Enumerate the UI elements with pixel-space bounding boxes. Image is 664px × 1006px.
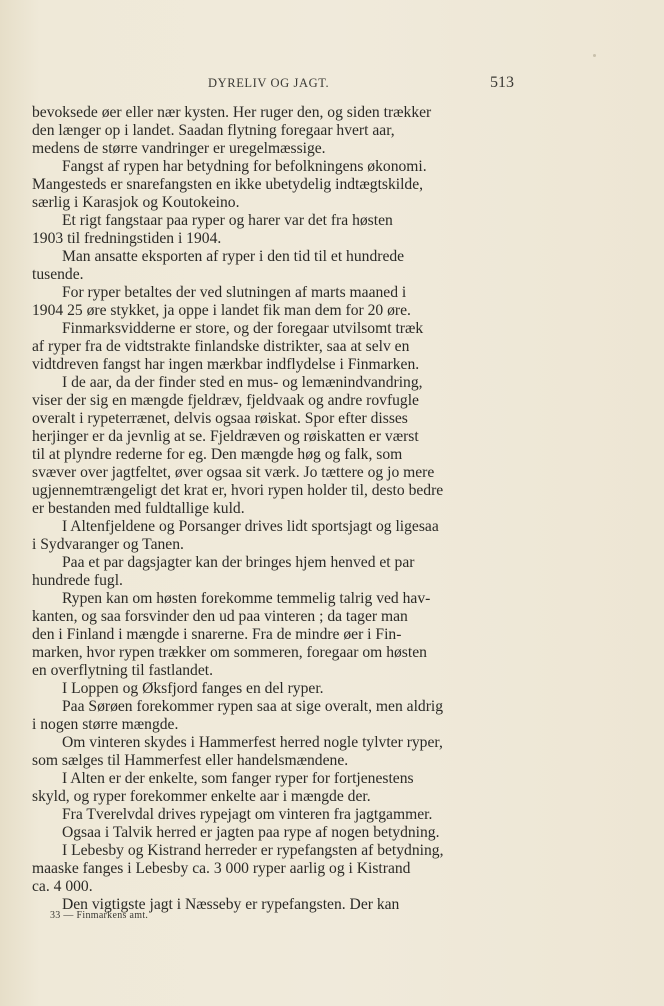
- text-line: herjinger er da jevnlig at se. Fjeldræven og røiskatten er værst: [32, 428, 419, 445]
- text-line: hundrede fugl.: [32, 572, 123, 589]
- text-line: Om vinteren skydes i Hammerfest herred nogle tylvter ryper,: [62, 734, 443, 751]
- text-line: Rypen kan om høsten forekomme temmelig talrig ved hav-: [62, 590, 431, 607]
- text-line: Finmarksvidderne er store, og der foregaar utvilsomt træk: [62, 320, 424, 337]
- text-line: I Altenfjeldene og Porsanger drives lidt sportsjagt og ligesaa: [62, 518, 439, 535]
- text-line: Paa et par dagsjagter kan der bringes hjem henved et par: [62, 554, 415, 571]
- text-line: Mangesteds er snarefangsten en ikke ubetydelig indtægtskilde,: [32, 176, 424, 193]
- text-line: I Lebesby og Kistrand herreder er rypefangsten af betydning,: [62, 842, 444, 859]
- text-line: vidtdreven fangst har ingen mærkbar indflydelse i Finmarken.: [32, 356, 420, 373]
- text-line: overalt i rypeterrænet, delvis ogsaa røiskat. Spor efter disses: [32, 410, 408, 427]
- text-line: en overflytning til fastlandet.: [32, 662, 214, 679]
- text-line: 1903 til fredningstiden i 1904.: [32, 230, 222, 247]
- text-line: som sælges til Hammerfest eller handelsmændene.: [32, 752, 349, 769]
- text-line: medens de større vandringer er uregelmæssige.: [32, 140, 326, 157]
- text-line: kanten, og saa forsvinder den ud paa vinteren ; da tager man: [32, 608, 408, 625]
- text-line: Ogsaa i Talvik herred er jagten paa rype af nogen betydning.: [62, 824, 440, 841]
- text-line: viser der sig en mængde fjeldræv, fjeldvaak og andre rovfugle: [32, 392, 419, 409]
- text-line: ca. 4 000.: [32, 878, 93, 895]
- text-line: Man ansatte eksporten af ryper i den tid til et hundrede: [62, 248, 405, 265]
- text-line: For ryper betaltes der ved slutningen af marts maaned i: [62, 284, 407, 301]
- text-line: 1904 25 øre stykket, ja oppe i landet fik man dem for 20 øre.: [32, 302, 411, 319]
- text-line: i Sydvaranger og Tanen.: [32, 536, 184, 553]
- running-head: DYRELIV OG JAGT.: [208, 76, 330, 90]
- text-line: bevoksede øer eller nær kysten. Her ruger den, og siden trækker: [32, 104, 432, 121]
- text-line: tusende.: [32, 266, 84, 283]
- text-line: I Alten er der enkelte, som fanger ryper for fortjenestens: [62, 770, 414, 787]
- text-line: særlig i Karasjok og Koutokeino.: [32, 194, 240, 211]
- text-line: maaske fanges i Lebesby ca. 3 000 ryper aarlig og i Kistrand: [32, 860, 411, 877]
- text-line: I Loppen og Øksfjord fanges en del ryper.: [62, 680, 324, 697]
- text-line: skyld, og ryper forekommer enkelte aar i mængde der.: [32, 788, 371, 805]
- text-line: er bestanden med fuldtallige kuld.: [32, 500, 245, 517]
- text-line: ugjennemtrængeligt det krat er, hvori rypen holder til, desto bedre: [32, 482, 444, 499]
- text-line: den i Finland i mængde i snarerne. Fra de mindre øer i Fin-: [32, 626, 402, 643]
- text-line: Paa Sørøen forekommer rypen saa at sige overalt, men aldrig: [62, 698, 444, 715]
- text-line: den længer op i landet. Saadan flytning foregaar hvert aar,: [32, 122, 395, 139]
- text-line: til at plyndre rederne for eg. Den mængde høg og falk, som: [32, 446, 403, 463]
- text-line: Fangst af rypen har betydning for befolkningens økonomi.: [62, 158, 427, 175]
- text-line: Et rigt fangstaar paa ryper og harer var det fra høsten: [62, 212, 393, 229]
- text-line: i nogen større mængde.: [32, 716, 179, 733]
- text-line: I de aar, da der finder sted en mus- og lemænindvandring,: [62, 374, 423, 391]
- page-number: 513: [490, 74, 514, 91]
- body-text: [32, 104, 526, 914]
- paper-speck: [593, 54, 596, 57]
- text-line: marken, hvor rypen trækker om sommeren, foregaar om høsten: [32, 644, 427, 661]
- text-line: svæver over jagtfeltet, øver ogsaa sit værk. Jo tættere og jo mere: [32, 464, 435, 481]
- signature-mark: 33 — Finmarkens amt.: [50, 910, 149, 921]
- text-line: Den vigtigste jagt i Næsseby er rypefangsten. Der kan: [62, 896, 400, 913]
- text-line: af ryper fra de vidtstrakte finlandske distrikter, saa at selv en: [32, 338, 410, 355]
- page-header: [0, 74, 664, 94]
- text-line: Fra Tverelvdal drives rypejagt om vinteren fra jagtgammer.: [62, 806, 433, 823]
